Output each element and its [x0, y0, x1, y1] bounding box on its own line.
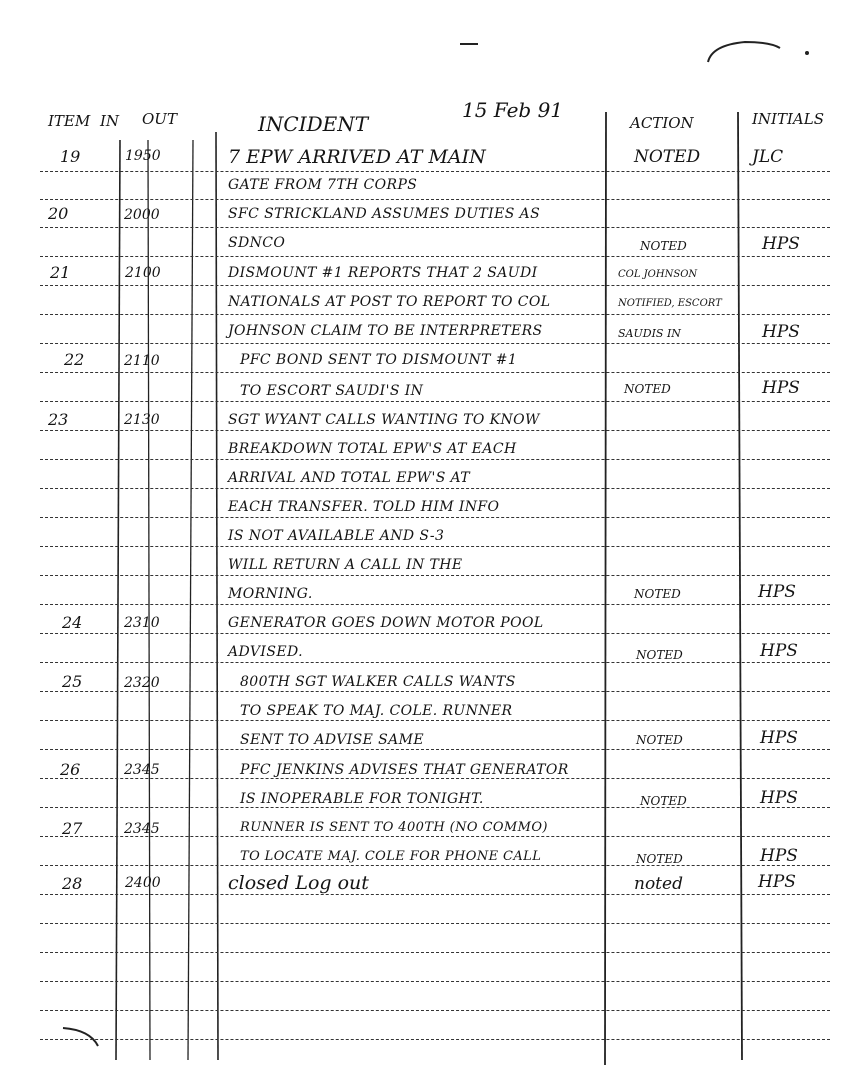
row-incident-line: TO ESCORT SAUDI'S IN — [240, 383, 424, 399]
row-time: 2100 — [125, 265, 161, 281]
header-incident: INCIDENT — [258, 112, 369, 136]
ruled-line — [40, 459, 830, 460]
row-incident-line: PFC JENKINS ADVISES THAT GENERATOR — [240, 762, 569, 778]
row-time: 2000 — [124, 207, 160, 223]
row-time: 2130 — [124, 412, 160, 428]
ruled-line — [40, 199, 830, 200]
row-item-number: 24 — [62, 613, 83, 632]
ruled-line — [40, 778, 830, 779]
ruled-line — [40, 633, 830, 634]
row-incident-line: PFC BOND SENT TO DISMOUNT #1 — [240, 352, 518, 368]
row-time: 2345 — [124, 821, 160, 837]
ruled-line — [40, 256, 830, 257]
ruled-line — [40, 575, 830, 576]
ruled-line — [40, 865, 830, 866]
ruled-line — [40, 662, 830, 663]
row-incident-line: IS INOPERABLE FOR TONIGHT. — [240, 791, 484, 807]
row-item-number: 22 — [64, 350, 85, 369]
row-action: NOTED — [636, 733, 683, 747]
row-action: NOTED — [624, 382, 671, 396]
row-initials: HPS — [760, 728, 798, 748]
row-incident-line: IS NOT AVAILABLE AND S-3 — [228, 528, 445, 544]
row-action: NOTED — [640, 794, 687, 808]
row-action: NOTED — [640, 239, 687, 253]
ruled-line — [40, 691, 830, 692]
header-in: IN — [100, 112, 120, 130]
row-incident-line: GATE FROM 7TH CORPS — [228, 177, 418, 193]
ruled-line — [40, 314, 830, 315]
ruled-line — [40, 807, 830, 808]
row-item-number: 23 — [48, 410, 69, 429]
row-incident-line: JOHNSON CLAIM TO BE INTERPRETERS — [228, 323, 543, 339]
row-initials: HPS — [758, 582, 796, 602]
ruled-line — [40, 749, 830, 750]
row-item-number: 27 — [62, 819, 83, 838]
row-time: 1950 — [125, 148, 161, 164]
row-incident-line: SENT TO ADVISE SAME — [240, 732, 424, 748]
row-incident-line: 800TH SGT WALKER CALLS WANTS — [240, 674, 516, 690]
ruled-line — [40, 604, 830, 605]
row-incident-line: SDNCO — [228, 235, 286, 251]
ruled-line — [40, 488, 830, 489]
row-initials: HPS — [760, 641, 798, 661]
row-incident-line: GENERATOR GOES DOWN MOTOR POOL — [228, 615, 544, 631]
row-incident-line: TO LOCATE MAJ. COLE FOR PHONE CALL — [240, 849, 542, 864]
row-item-number: 20 — [48, 204, 69, 223]
ruled-line — [40, 227, 830, 228]
row-time: 2345 — [124, 762, 160, 778]
ruled-line — [40, 981, 830, 982]
header-date: 15 Feb 91 — [462, 98, 564, 122]
ruled-line — [40, 1010, 830, 1011]
row-initials: HPS — [758, 872, 796, 892]
row-item-number: 21 — [50, 263, 71, 282]
row-item-number: 25 — [62, 672, 83, 691]
row-action: NOTED — [636, 852, 683, 866]
ruled-line — [40, 171, 830, 172]
row-action: NOTED — [636, 648, 683, 662]
row-incident-line: NATIONALS AT POST TO REPORT TO COL — [228, 294, 551, 310]
row-item-number: 28 — [62, 874, 83, 893]
ruled-line — [40, 1039, 830, 1040]
row-incident-line: WILL RETURN A CALL IN THE — [228, 557, 463, 573]
row-action-line: NOTIFIED, ESCORT — [618, 298, 722, 309]
ruled-line — [40, 430, 830, 431]
row-incident-line: SGT WYANT CALLS WANTING TO KNOW — [228, 412, 540, 428]
ruled-line — [40, 372, 830, 373]
row-incident-line: TO SPEAK TO MAJ. COLE. RUNNER — [240, 703, 513, 719]
header-initials: INITIALS — [752, 110, 824, 128]
row-initials: HPS — [762, 322, 800, 342]
header-item: ITEM — [48, 112, 91, 130]
row-initials: HPS — [760, 788, 798, 808]
row-action-line: SAUDIS IN — [618, 327, 681, 340]
ruled-line — [40, 923, 830, 924]
row-initials: HPS — [762, 378, 800, 398]
row-incident-line: SFC STRICKLAND ASSUMES DUTIES AS — [228, 206, 541, 222]
row-item-number: 26 — [60, 760, 81, 779]
row-incident-line: DISMOUNT #1 REPORTS THAT 2 SAUDI — [228, 265, 538, 281]
row-action: NOTED — [634, 147, 701, 167]
row-incident-line: ADVISED. — [228, 644, 303, 660]
row-initials: JLC — [752, 147, 784, 167]
row-time: 2400 — [125, 875, 161, 891]
row-incident-line: ARRIVAL AND TOTAL EPW'S AT — [228, 470, 471, 486]
row-action: noted — [634, 874, 683, 894]
row-initials: HPS — [760, 846, 798, 866]
ruled-line — [40, 546, 830, 547]
header-out: OUT — [142, 110, 177, 128]
ruled-line — [40, 952, 830, 953]
row-incident-line: MORNING. — [228, 586, 313, 602]
ruled-line — [40, 401, 830, 402]
row-incident-line: RUNNER IS SENT TO 400TH (NO COMMO) — [240, 820, 548, 835]
header-action: ACTION — [630, 114, 694, 132]
ruled-line — [40, 285, 830, 286]
row-initials: HPS — [762, 234, 800, 254]
ruled-line — [40, 343, 830, 344]
row-incident-line: BREAKDOWN TOTAL EPW'S AT EACH — [228, 441, 517, 457]
ruled-line — [40, 517, 830, 518]
row-time: 2320 — [124, 675, 160, 691]
row-incident-line: closed Log out — [228, 872, 369, 894]
ruled-line — [40, 720, 830, 721]
row-incident-line: 7 EPW ARRIVED AT MAIN — [228, 146, 486, 168]
row-action-line: COL JOHNSON — [618, 269, 698, 280]
row-time: 2110 — [124, 353, 160, 369]
ruled-line — [40, 894, 830, 895]
row-incident-line: EACH TRANSFER. TOLD HIM INFO — [228, 499, 500, 515]
row-action: NOTED — [634, 587, 681, 601]
row-item-number: 19 — [60, 147, 81, 166]
row-time: 2310 — [124, 615, 160, 631]
